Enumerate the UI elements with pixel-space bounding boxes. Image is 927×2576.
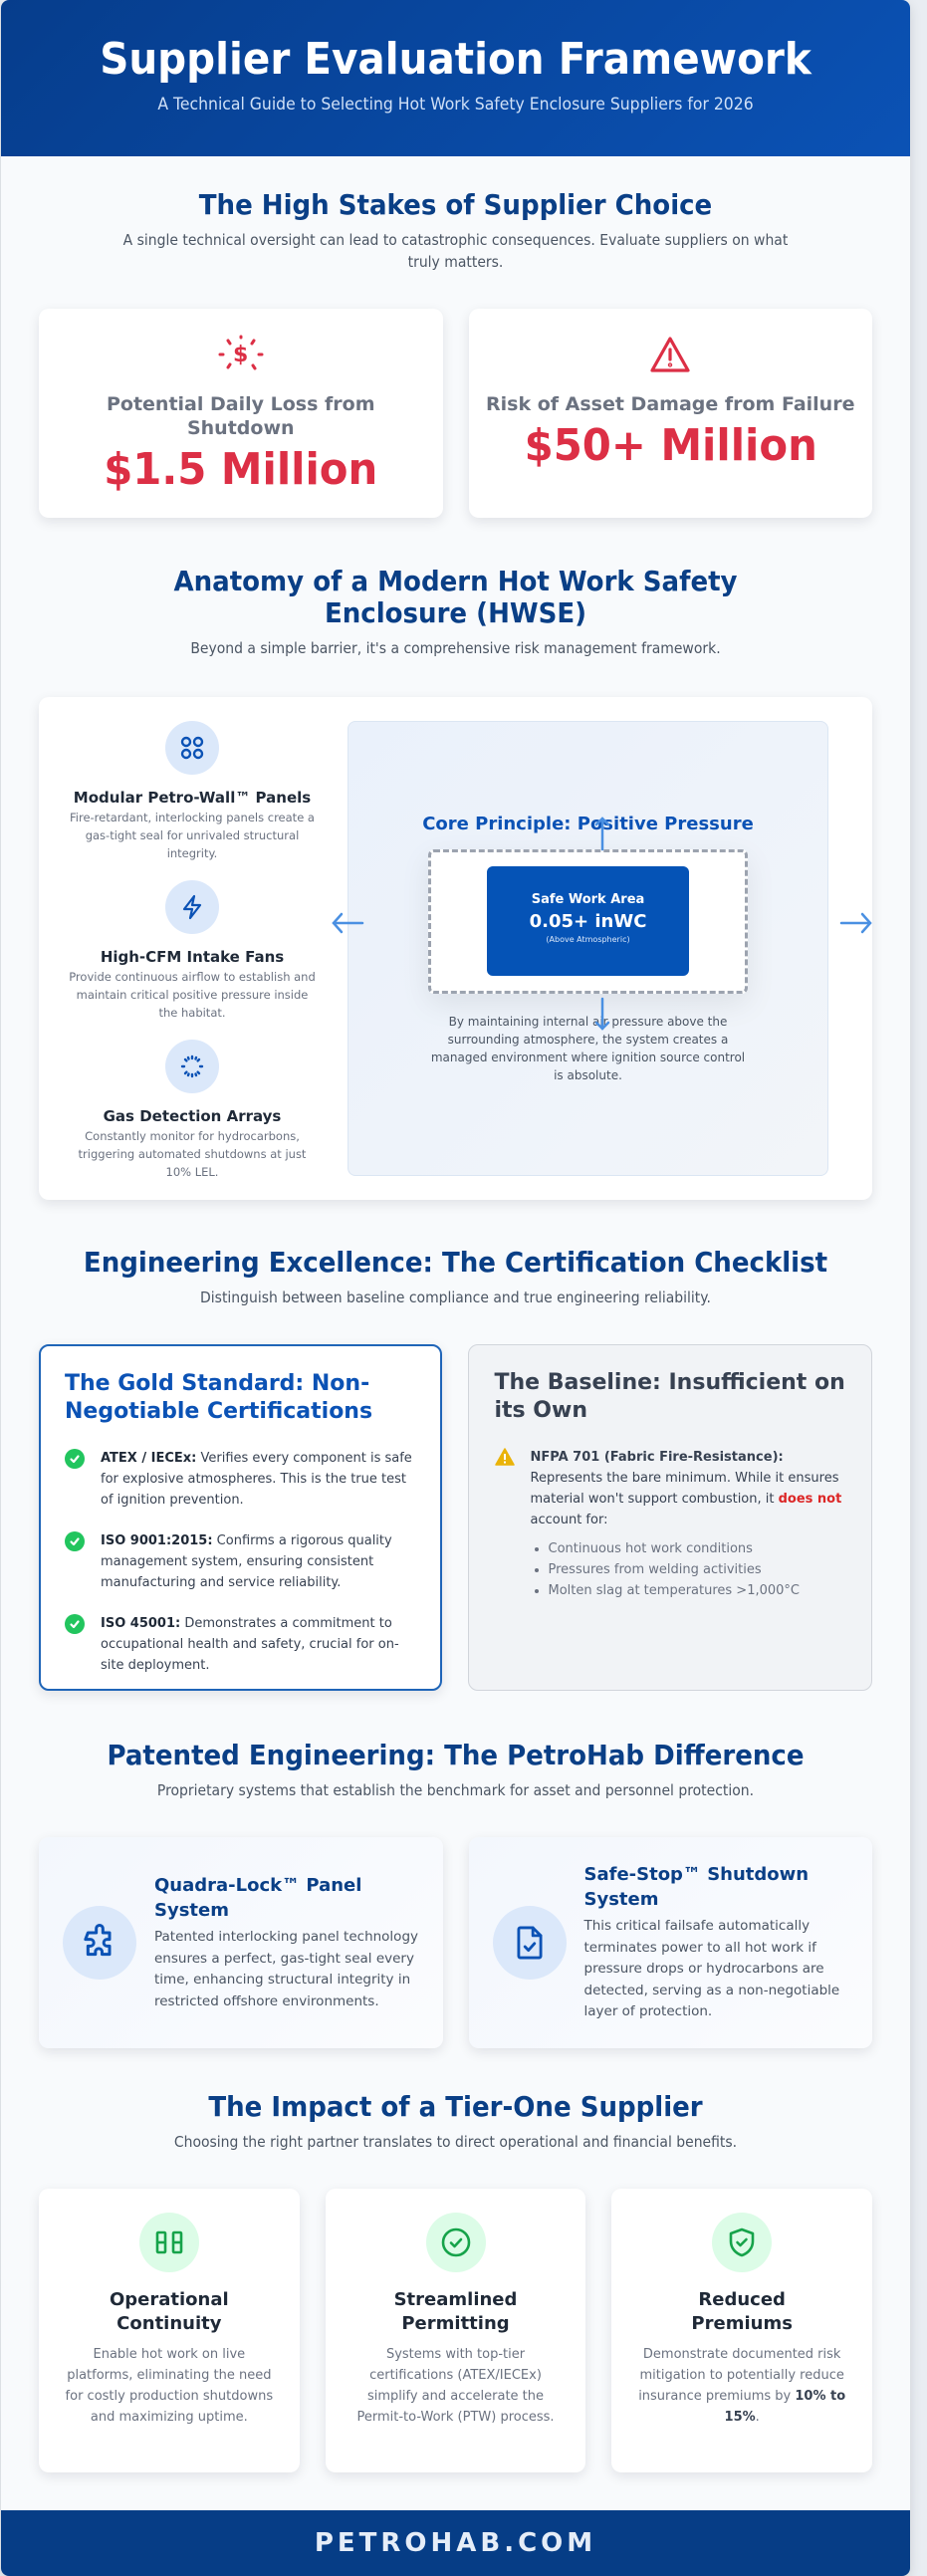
patent-desc: Patented interlocking panel technology ensures a perfect, gas-tight seal every time, enhancing structural integrity in restricted offshore environments. <box>154 1929 419 2009</box>
baseline-card <box>468 1344 873 1691</box>
patent-title: Safe-Stop™ Shutdown System <box>583 1864 810 1911</box>
patent-body <box>584 1862 849 2023</box>
certifications-subtitle: Distinguish between baseline compliance and true engineering reliability. <box>200 1288 711 1306</box>
stat-label: Risk of Asset Damage from Failure <box>486 393 855 415</box>
patented-subtitle: Proprietary systems that establish the benchmark for asset and personnel protection. <box>156 1781 755 1799</box>
stat-value: $1.5 Million <box>104 444 378 495</box>
arrow-left-icon <box>331 911 364 935</box>
pressure-diagram-area <box>348 717 848 1176</box>
patent-card-safe-stop <box>469 1837 873 2048</box>
impact-card-permitting <box>326 2189 586 2472</box>
patent-desc: This critical failsafe automatically terminates power to all hot work if pressure drops or hydrocarbons are detected, serving as a non-negotiable layer of protection. <box>583 1918 840 2020</box>
stat-label: Potential Daily Loss from Shutdown <box>106 393 375 439</box>
cert-item <box>65 1613 416 1676</box>
arrow-up-icon <box>594 816 610 851</box>
impact-desc: Systems with top-tier certifications (ATEX/IECEx) simplify and accelerate the Permit-to-Work (PTW) process. <box>356 2347 555 2425</box>
baseline-tail: account for: <box>530 1513 608 1527</box>
pause-blocks-icon <box>139 2213 199 2272</box>
baseline-item <box>495 1447 846 1601</box>
svg-text:$: $ <box>232 343 249 367</box>
patented-section <box>1 1691 910 2048</box>
baseline-text <box>531 1447 846 1601</box>
warning-triangle-icon <box>469 335 873 380</box>
core-principle-title: Core Principle: Positive Pressure <box>422 814 754 834</box>
patent-card-quadra-lock <box>39 1837 443 2048</box>
impact-desc: Enable hot work on live platforms, eliminating the need for costly production shutdowns and maximizing uptime. <box>65 2347 274 2425</box>
impact-title-text: Reduced Premiums <box>691 2289 793 2334</box>
safe-work-area <box>487 866 689 976</box>
impact-cards <box>39 2189 872 2472</box>
bullet-item: • Pressures from welding activities <box>549 1559 846 1580</box>
cert-text <box>101 1530 416 1593</box>
stat-card-asset-damage <box>469 309 873 518</box>
cert-columns <box>39 1344 872 1691</box>
shield-check-icon <box>712 2213 772 2272</box>
cert-text <box>101 1448 416 1511</box>
pressure-note: (Above Atmospheric) <box>546 935 630 944</box>
page-title: Supplier Evaluation Framework <box>100 34 811 85</box>
feature-desc: Provide continuous airflow to establish and maintain critical positive pressure inside the habitat. <box>69 970 316 1020</box>
impact-desc-text: Demonstrate documented risk mitigation to potentially reduce insurance premiums by <box>638 2347 844 2404</box>
pressure-diagram <box>348 721 828 1176</box>
impact-section <box>1 2048 910 2472</box>
cert-item <box>65 1530 416 1593</box>
impact-desc-bold: 10% to 15% <box>724 2389 846 2425</box>
cert-name: ATEX / IECEx: <box>101 1451 197 1466</box>
gold-standard-title: The Gold Standard: Non-Negotiable Certifications <box>65 1371 373 1424</box>
check-circle-icon <box>426 2213 486 2272</box>
patented-cards <box>39 1837 872 2048</box>
sensor-loader-icon <box>165 1040 219 1093</box>
footer <box>1 2510 910 2576</box>
patented-title: Patented Engineering: The PetroHab Difference <box>107 1739 805 1771</box>
bullet-item: • Molten slag at temperatures >1,000°C <box>549 1580 846 1601</box>
stakes-subtitle: A single technical oversight can lead to catastrophic consequences. Evaluate suppliers on what truly matters. <box>122 231 789 271</box>
document-check-icon <box>493 1906 567 1980</box>
feature-title: High-CFM Intake Fans <box>100 948 285 966</box>
dollar-burst-icon <box>39 335 443 380</box>
impact-subtitle: Choosing the right partner translates to direct operational and financial benefits. <box>173 2133 738 2151</box>
baseline-cert-name: NFPA 701 (Fabric Fire-Resistance): <box>530 1450 784 1465</box>
stakes-title: The High Stakes of Supplier Choice <box>198 188 713 221</box>
baseline-title: The Baseline: Insufficient on its Own <box>494 1370 845 1423</box>
feature-title: Gas Detection Arrays <box>103 1107 282 1125</box>
anatomy-card <box>39 697 872 1200</box>
cert-name: ISO 9001:2015: <box>101 1533 213 1548</box>
stat-value: $50+ Million <box>524 420 817 471</box>
certifications-section <box>1 1200 910 1691</box>
cert-desc: Demonstrates a commitment to occupational health and safety, crucial for on-site deployment. <box>101 1616 399 1673</box>
cert-name: ISO 45001: <box>101 1616 181 1631</box>
cert-desc: Confirms a rigorous quality management system, ensuring consistent manufacturing and service reliability. <box>101 1533 392 1590</box>
feature-item <box>63 880 322 1022</box>
warning-icon <box>495 1448 515 1601</box>
puzzle-piece-icon <box>63 1906 136 1980</box>
gold-standard-card <box>39 1344 442 1691</box>
feature-desc: Fire-retardant, interlocking panels create a gas-tight seal for unrivaled structural integrity. <box>70 811 315 860</box>
check-circle-icon <box>65 1531 85 1551</box>
feature-item <box>63 1040 322 1181</box>
stat-card-daily-loss <box>39 309 443 518</box>
impact-title: The Impact of a Tier-One Supplier <box>208 2090 703 2123</box>
feature-title: Modular Petro-Wall™ Panels <box>73 789 312 807</box>
arrow-down-icon <box>594 997 610 1033</box>
cert-item <box>65 1448 416 1511</box>
safe-zone-label: Safe Work Area <box>531 892 645 907</box>
baseline-bullets <box>549 1538 846 1601</box>
impact-card-premiums <box>611 2189 872 2472</box>
impact-desc-tail: . <box>755 2410 760 2425</box>
baseline-emphasis: does not <box>778 1492 842 1507</box>
infographic-page <box>1 0 910 2576</box>
feature-desc: Constantly monitor for hydrocarbons, triggering automated shutdowns at just 10% LEL. <box>78 1129 307 1179</box>
certifications-title: Engineering Excellence: The Certification Checklist <box>83 1246 828 1279</box>
grid-panels-icon <box>165 721 219 775</box>
cert-desc: Verifies every component is safe for explosive atmospheres. This is the true test of ignition prevention. <box>101 1451 412 1508</box>
bullet-item: • Continuous hot work conditions <box>549 1538 846 1559</box>
check-circle-icon <box>65 1449 85 1469</box>
stats-row <box>39 309 872 518</box>
anatomy-section <box>1 518 910 1200</box>
impact-title-text: Operational Continuity <box>109 2289 229 2334</box>
patent-title: Quadra-Lock™ Panel System <box>154 1875 362 1921</box>
lightning-icon <box>165 880 219 934</box>
pressure-value: 0.05+ inWC <box>529 911 647 932</box>
baseline-desc: Represents the bare minimum. While it ensures material won't support combustion, it <box>530 1471 839 1507</box>
anatomy-subtitle: Beyond a simple barrier, it's a comprehensive risk management framework. <box>190 639 721 657</box>
impact-card-continuity <box>39 2189 300 2472</box>
arrow-right-icon <box>839 911 873 935</box>
check-circle-icon <box>65 1614 85 1634</box>
patent-body <box>154 1873 419 2012</box>
enclosure-boundary <box>428 849 748 994</box>
stakes-section <box>1 156 910 518</box>
feature-item <box>63 721 322 862</box>
impact-desc <box>629 2344 854 2428</box>
footer-website-link[interactable]: PETROHAB.COM <box>314 2528 597 2558</box>
anatomy-title: Anatomy of a Modern Hot Work Safety Enclosure (HWSE) <box>173 565 738 629</box>
cert-text <box>101 1613 416 1676</box>
impact-title-text: Streamlined Permitting <box>393 2289 518 2334</box>
page-subtitle: A Technical Guide to Selecting Hot Work Safety Enclosure Suppliers for 2026 <box>157 95 754 115</box>
hero-header <box>1 0 910 156</box>
feature-list <box>63 717 322 1179</box>
core-principle-desc: By maintaining internal air pressure above the surrounding atmosphere, the system creates a managed environment where ignition source control is absolute. <box>430 1015 746 1082</box>
